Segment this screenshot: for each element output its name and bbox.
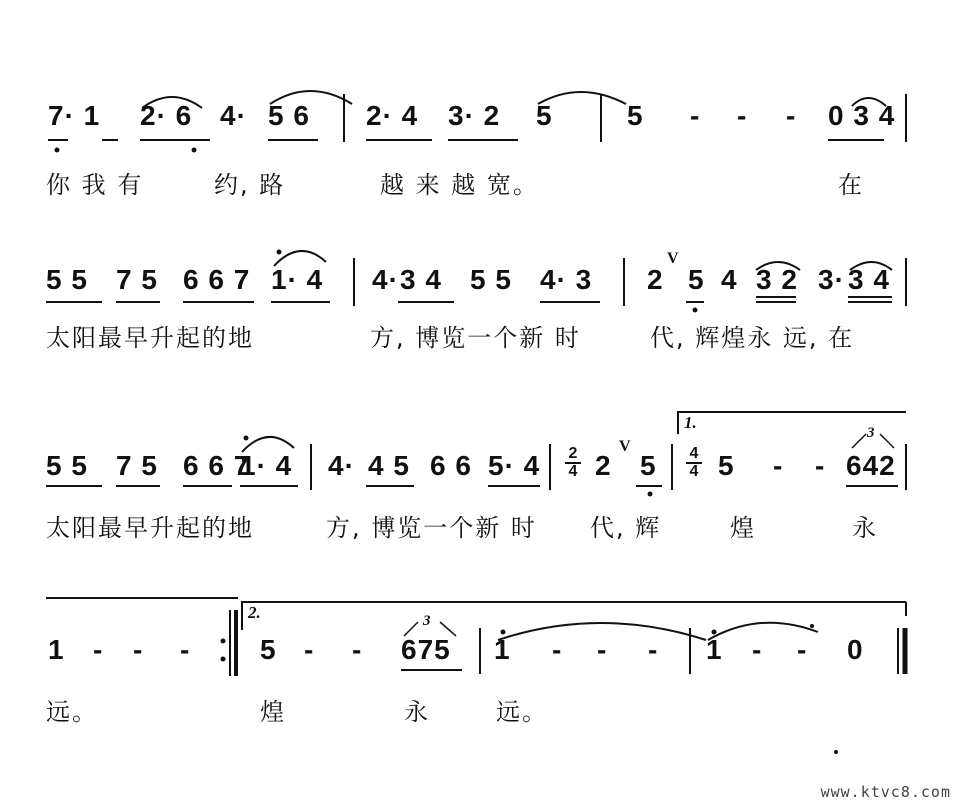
- note-group: 5: [627, 100, 644, 131]
- lyric-text: 太阳最早升起的地: [46, 514, 254, 542]
- lyric-text: 方, 博览一个新 时: [326, 514, 537, 542]
- note-group: 4·: [372, 264, 399, 295]
- lyric-text: 你 我 有: [46, 171, 144, 199]
- lyric-text: 代, 辉: [590, 514, 662, 542]
- note-group: -: [786, 100, 797, 131]
- breath-mark: V: [619, 438, 631, 455]
- note-group: 2: [647, 264, 664, 295]
- breath-mark: V: [667, 250, 679, 267]
- lyric-text: 煌: [730, 514, 756, 542]
- note-group: 6 6: [430, 450, 472, 481]
- note-group: -: [690, 100, 701, 131]
- note-group: 642: [846, 450, 896, 481]
- note-group: 5· 4: [488, 450, 541, 481]
- triplet-mark: 3: [423, 613, 431, 629]
- lyric-text: 在: [838, 171, 864, 199]
- note-group: 7 5: [116, 450, 158, 481]
- note-group: 0: [847, 634, 864, 665]
- watermark: www.ktvc8.com: [820, 783, 951, 801]
- note-group: 7· 1: [48, 100, 101, 131]
- note-group: 7 5: [116, 264, 158, 295]
- note-group: -: [180, 634, 191, 665]
- lyric-text: 方, 博览一个新 时: [370, 324, 581, 352]
- lyric-text: 远。: [496, 698, 548, 726]
- lyric-text: 远。: [46, 698, 98, 726]
- lyric-text: 永: [404, 698, 430, 726]
- note-group: 3 4: [400, 264, 442, 295]
- time-signature-2-4: 2 4: [565, 446, 581, 480]
- note-group: 3 2: [756, 264, 798, 295]
- note-group: 5: [688, 264, 705, 295]
- first-ending-number: 1.: [684, 413, 697, 432]
- note-group: 4: [721, 264, 738, 295]
- note-group: 5 5: [46, 264, 88, 295]
- lyric-text: 越 来 越 宽。: [380, 171, 539, 199]
- lyric-text: 太阳最早升起的地: [46, 324, 254, 352]
- note-group: 5: [536, 100, 553, 131]
- note-group: 4·: [328, 450, 355, 481]
- note-group: 3· 2: [448, 100, 501, 131]
- note-group: -: [133, 634, 144, 665]
- note-group: -: [93, 634, 104, 665]
- note-group: 4·: [220, 100, 247, 131]
- note-group: -: [352, 634, 363, 665]
- note-group: 1: [706, 634, 723, 665]
- lyric-text: 代, 辉煌永 远, 在: [650, 324, 855, 352]
- note-group: -: [304, 634, 315, 665]
- note-group: 6 6 7: [183, 264, 251, 295]
- note-group: -: [815, 450, 826, 481]
- note-group: 3 4: [848, 264, 890, 295]
- triplet-mark: 3: [867, 425, 875, 441]
- note-group: 1· 4: [240, 450, 293, 481]
- note-group: -: [752, 634, 763, 665]
- note-group: -: [597, 634, 608, 665]
- lyric-text: 永: [852, 514, 878, 542]
- note-group: 5: [718, 450, 735, 481]
- note-group: 5: [260, 634, 277, 665]
- note-group: -: [797, 634, 808, 665]
- note-group: -: [552, 634, 563, 665]
- second-ending-number: 2.: [248, 603, 261, 622]
- note-group: 2· 6: [140, 100, 193, 131]
- note-group: 4· 3: [540, 264, 593, 295]
- note-group: 2· 4: [366, 100, 419, 131]
- note-group: 5 5: [470, 264, 512, 295]
- note-group: 0 3 4: [828, 100, 896, 131]
- note-group: -: [773, 450, 784, 481]
- note-group: 5: [640, 450, 657, 481]
- note-group: 1: [494, 634, 511, 665]
- note-group: 5 6: [268, 100, 310, 131]
- note-group: 6 6 7: [183, 450, 251, 481]
- note-group: 1· 4: [271, 264, 324, 295]
- time-signature-4-4: 4 4: [686, 446, 702, 480]
- lyric-text: 约, 路: [214, 171, 286, 199]
- note-group: 5 5: [46, 450, 88, 481]
- lyric-text: 煌: [260, 698, 286, 726]
- note-group: 2: [595, 450, 612, 481]
- note-group: -: [648, 634, 659, 665]
- note-group: -: [737, 100, 748, 131]
- note-group: 4 5: [368, 450, 410, 481]
- note-group: 675: [401, 634, 451, 665]
- note-group: 1: [48, 634, 65, 665]
- note-group: 3·: [818, 264, 845, 295]
